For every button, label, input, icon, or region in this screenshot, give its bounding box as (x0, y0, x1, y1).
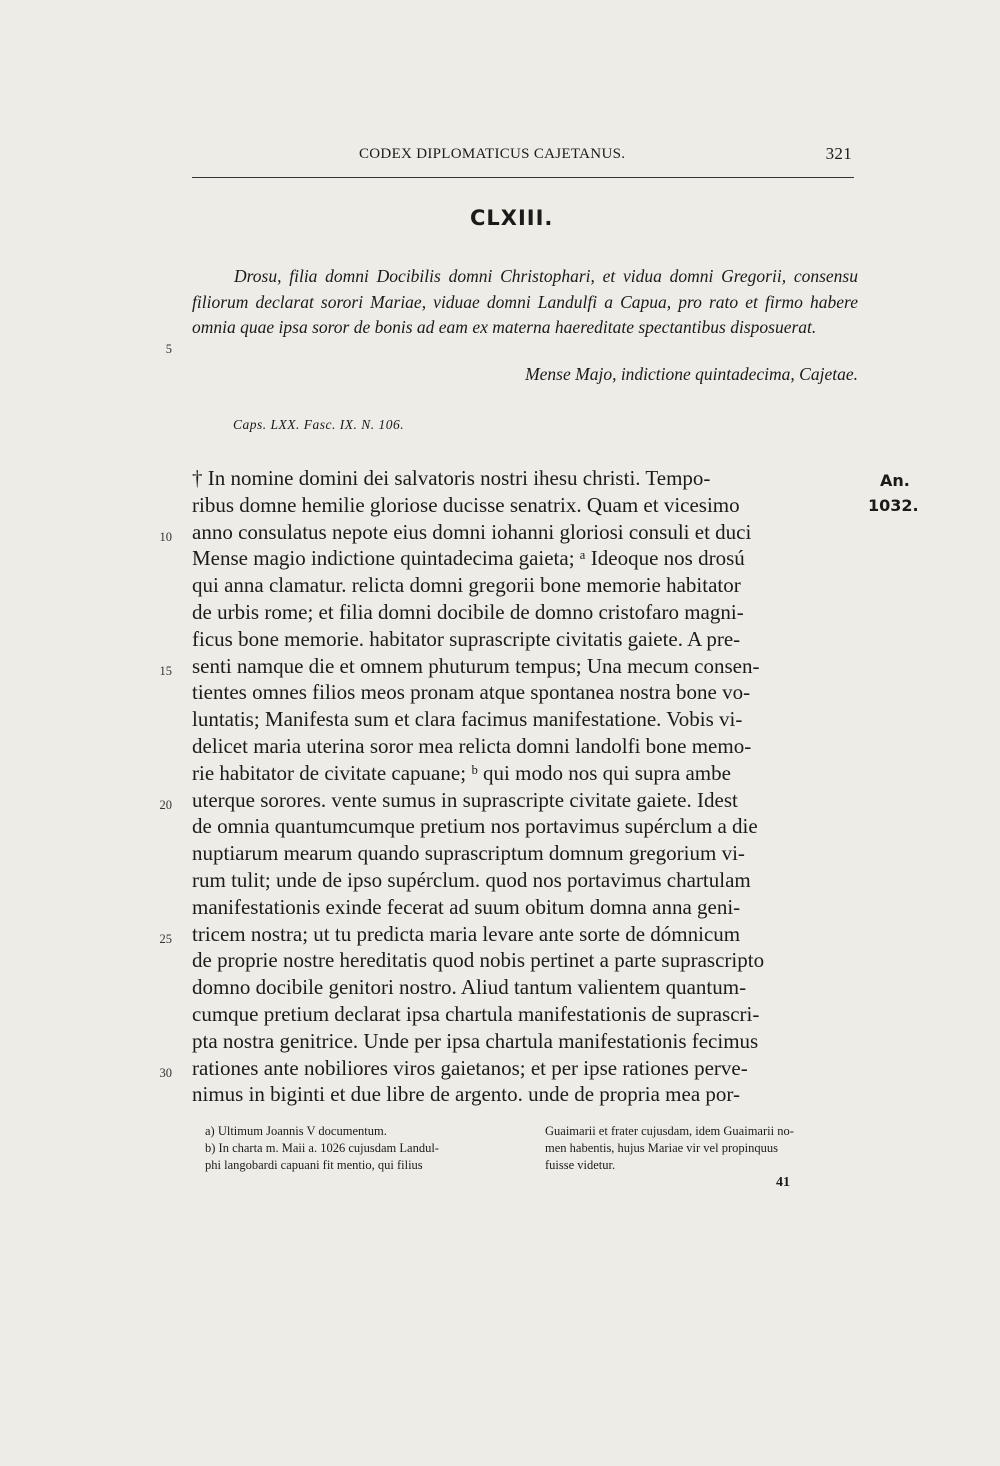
line-number: 10 (159, 530, 172, 544)
running-title: CODEX DIPLOMATICUS CAJETANUS. (359, 146, 626, 162)
header-rule (192, 177, 854, 178)
line-number: 15 (159, 664, 172, 678)
text-line: senti namque die et omnem phuturum tempus; Una mecum consen- (192, 653, 760, 678)
charter-text (192, 465, 858, 1108)
line-number: 25 (159, 932, 172, 946)
footnote-line: phi langobardi capuani fit mentio, qui filius (205, 1158, 423, 1172)
margin-note-year-label: An. (880, 471, 910, 490)
page-number: 321 (825, 144, 852, 163)
text-line: de omnia quantumcumque pretium nos portavimus supérclum a die (192, 814, 758, 839)
text-line: delicet maria uterina soror mea relicta domni landolfi bone memo- (192, 733, 752, 758)
signature-mark: 41 (776, 1175, 790, 1190)
text-line: cumque pretium declarat ipsa chartula manifestationis de suprascri- (192, 1001, 760, 1026)
footnote-line: Guaimarii et frater cujusdam, idem Guaimarii no- (545, 1124, 794, 1138)
text-line: ribus domne hemilie gloriose ducisse senatrix. Quam et vicesimo (192, 492, 740, 517)
text-line: pta nostra genitrice. Unde per ipsa chartula manifestationis fecimus (192, 1028, 759, 1053)
footnotes-left (205, 1123, 519, 1174)
footnote-line: b) In charta m. Maii a. 1026 cujusdam Landul- (205, 1141, 439, 1155)
text-line: nuptiarum mearum quando suprascriptum domnum gregorium vi- (192, 841, 745, 866)
text-line: tientes omnes filios meos pronam atque spontanea nostra bone vo- (192, 680, 751, 705)
text-line: de proprie nostre hereditatis quod nobis pertinet a parte suprascripto (192, 948, 765, 973)
text-line: domno docibile genitori nostro. Aliud tantum valientem quantum- (192, 975, 747, 1000)
line-number: 5 (165, 342, 172, 356)
text-line: rationes ante nobiliores viros gaietanos; et per ipse rationes perve- (192, 1055, 748, 1080)
document-date-line: Mense Majo, indictione quintadecima, Cajetae. (525, 364, 858, 384)
footnote-line: a) Ultimum Joannis V documentum. (205, 1124, 387, 1138)
text-line: ficus bone memorie. habitator suprascripte civitatis gaiete. A pre- (192, 626, 741, 651)
text-line: rum tulit; unde de ipso supérclum. quod nos portavimus chartulam (192, 867, 751, 892)
text-line: de urbis rome; et filia domni docibile de domno cristofaro magni- (192, 599, 744, 624)
line-number: 30 (159, 1066, 172, 1080)
text-line: Mense magio indictione quintadecima gaieta; ᵃ Ideoque nos drosú (192, 546, 745, 571)
text-line: qui anna clamatur. relicta domni gregorii bone memorie habitator (192, 573, 741, 598)
text-line: manifestationis exinde fecerat ad suum obitum domna anna geni- (192, 894, 741, 919)
footnote-line: men habentis, hujus Mariae vir vel propinquus (545, 1141, 778, 1155)
text-line: uterque sorores. vente sumus in suprascripte civitate gaiete. Idest (192, 787, 738, 812)
text-line: tricem nostra; ut tu predicta maria levare ante sorte de dómnicum (192, 921, 741, 946)
archive-source: Caps. LXX. Fasc. IX. N. 106. (233, 417, 405, 432)
document-summary: Drosu, filia domni Docibilis domni Christophari, et vidua domni Gregorii, consensu filiorum declarat sorori Mariae, viduae domni Landulfi a Capua, pro rato et firmo habere omnia quae ipsa soror de bonis ad eam ex materna haereditate spectantibus disposuerat. (192, 266, 858, 337)
text-line: nimus in biginti et due libre de argento. unde de propria mea por- (192, 1082, 740, 1107)
margin-note-year: 1032. (868, 496, 919, 515)
text-line: luntatis; Manifesta sum et clara facimus manifestatione. Vobis vi- (192, 707, 743, 732)
footnote-line: fuisse videtur. (545, 1158, 616, 1172)
text-line: † In nomine domini dei salvatoris nostri ihesu christi. Tempo- (192, 466, 711, 490)
document-number: CLXIII. (470, 206, 554, 230)
text-line: anno consulatus nepote eius domni iohanni gloriosi consuli et duci (192, 519, 752, 544)
footnotes-right (545, 1123, 859, 1174)
text-line: rie habitator de civitate capuane; ᵇ qui modo nos qui supra ambe (192, 760, 731, 785)
line-number: 20 (159, 798, 172, 812)
